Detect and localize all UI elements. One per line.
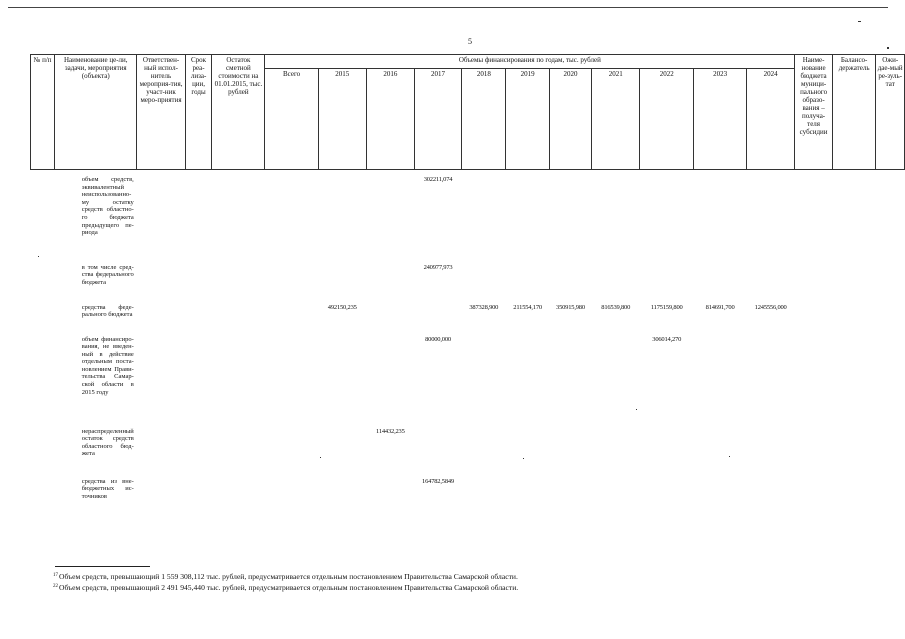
cell-name: в том числе сред-ства федерального бюджета [81, 263, 134, 286]
cell-value [549, 333, 591, 425]
cell-value [694, 475, 747, 515]
cell-value [265, 475, 318, 515]
cell-holder [832, 475, 875, 515]
cell-executor [137, 261, 186, 301]
cell-value [549, 475, 591, 515]
header-term: Срок реа-лиза-ции, годы [185, 55, 212, 170]
cell-result [876, 301, 905, 333]
cell-value: 164782,5849 [422, 477, 454, 485]
cell-value [549, 261, 591, 301]
table-row [31, 333, 905, 425]
header-budget-name: Наиме-нование бюджета муници-пального образо-вания – получа-теля субсидии [795, 55, 833, 170]
cell-value [366, 301, 414, 333]
header-remainder: Остаток сметной стоимости на 01.01.2015, тыс. рублей [212, 55, 265, 170]
cell-value: 240977,973 [423, 263, 453, 271]
cell-value [640, 261, 694, 301]
cell-term [185, 425, 212, 475]
cell-value [462, 425, 506, 475]
cell-value [318, 170, 366, 261]
cell-value [318, 475, 366, 515]
footnote-mark: 22 [53, 584, 58, 589]
table-body [31, 170, 905, 515]
cell-value [318, 333, 366, 425]
table-row [31, 170, 905, 261]
cell-value [640, 170, 694, 261]
cell-value [592, 475, 640, 515]
cell-name: объем финансиро-вания, не введен-ный в действие отдельным поста-новлением Прави-тельства Самар-ской области в 2015 году [81, 335, 134, 396]
cell-remainder [212, 261, 265, 301]
cell-value [694, 261, 747, 301]
cell-num [31, 475, 55, 515]
cell-budget-name [795, 170, 833, 261]
cell-value [549, 170, 591, 261]
cell-executor [137, 475, 186, 515]
cell-value [462, 261, 506, 301]
cell-value [747, 475, 795, 515]
cell-value [265, 170, 318, 261]
cell-result [876, 333, 905, 425]
cell-holder [832, 301, 875, 333]
cell-num [31, 333, 55, 425]
header-funding-group: Объемы финансирования по годам, тыс. рублей [265, 55, 795, 69]
cell-term [185, 261, 212, 301]
header-year: 2016 [366, 69, 414, 170]
cell-name: нераспределенный остаток средств областного бюд-жета [81, 427, 134, 458]
header-year: 2017 [414, 69, 461, 170]
cell-value [414, 425, 461, 475]
cell-num [31, 170, 55, 261]
header-year: 2015 [318, 69, 366, 170]
cell-executor [137, 425, 186, 475]
table-row [31, 425, 905, 475]
cell-budget-name [795, 333, 833, 425]
header-year: 2024 [747, 69, 795, 170]
cell-result [876, 425, 905, 475]
cell-value [318, 425, 366, 475]
footnote [53, 582, 518, 593]
cell-value [462, 170, 506, 261]
cell-name: средства из вне-бюджетных ис-точников [81, 477, 134, 500]
cell-value: 387328,900 [469, 303, 499, 311]
cell-value [640, 425, 694, 475]
cell-value: 1175159,800 [650, 303, 683, 311]
cell-value [265, 333, 318, 425]
cell-holder [832, 425, 875, 475]
footnotes [53, 571, 518, 593]
cell-budget-name [795, 261, 833, 301]
cell-name: средства феде-рального бюджета [81, 303, 134, 319]
cell-value [265, 301, 318, 333]
funding-table [30, 54, 905, 515]
cell-budget-name [795, 475, 833, 515]
cell-term [185, 301, 212, 333]
header-result: Ожи-дае-мый ре-зуль-тат [876, 55, 905, 170]
cell-value [462, 333, 506, 425]
footnote-text: Объем средств, превышающий 1 559 308,112 тыс. рублей, предусматривается отдельным постановлением Правительства Самарской области. [59, 572, 518, 581]
cell-value [694, 170, 747, 261]
cell-result [876, 170, 905, 261]
cell-term [185, 170, 212, 261]
cell-value [366, 170, 414, 261]
header-year: 2019 [506, 69, 549, 170]
cell-value: 1245556,000 [754, 303, 787, 311]
cell-value [747, 425, 795, 475]
cell-value [747, 261, 795, 301]
cell-executor [137, 170, 186, 261]
cell-value: 302211,074 [423, 176, 453, 183]
cell-num [31, 261, 55, 301]
cell-value [506, 425, 549, 475]
cell-value [747, 170, 795, 261]
cell-value [366, 475, 414, 515]
cell-remainder [212, 333, 265, 425]
table-row [31, 261, 905, 301]
cell-value [640, 475, 694, 515]
header-num: № п/п [31, 55, 55, 170]
cell-term [185, 475, 212, 515]
header-year: 2018 [462, 69, 506, 170]
footnote-text: Объем средств, превышающий 2 491 945,440 тыс. рублей, предусматривается отдельным постановлением Правительства Самарской области. [59, 583, 519, 592]
cell-value: 350915,980 [556, 303, 585, 311]
cell-term [185, 333, 212, 425]
cell-value [747, 333, 795, 425]
header-year: 2022 [640, 69, 694, 170]
top-rule [8, 7, 888, 8]
footnote [53, 571, 518, 582]
scan-speck [887, 47, 889, 49]
cell-value: 114432,235 [376, 427, 405, 435]
cell-value [414, 301, 461, 333]
cell-result [876, 475, 905, 515]
cell-value [506, 333, 549, 425]
cell-value [462, 475, 506, 515]
cell-remainder [212, 170, 265, 261]
cell-num [31, 425, 55, 475]
cell-value [366, 333, 414, 425]
cell-value [592, 333, 640, 425]
cell-value [592, 170, 640, 261]
cell-remainder [212, 475, 265, 515]
cell-holder [832, 261, 875, 301]
cell-budget-name [795, 301, 833, 333]
cell-value [506, 170, 549, 261]
cell-value: 492150,235 [327, 303, 357, 311]
cell-value [318, 261, 366, 301]
cell-holder [832, 333, 875, 425]
cell-num [31, 301, 55, 333]
cell-result [876, 261, 905, 301]
cell-value [592, 261, 640, 301]
page-number: 5 [468, 37, 472, 46]
cell-value [366, 261, 414, 301]
cell-remainder [212, 425, 265, 475]
header-year: Всего [265, 69, 318, 170]
table-row [31, 301, 905, 333]
table-row [31, 475, 905, 515]
cell-value [549, 425, 591, 475]
cell-value [694, 425, 747, 475]
cell-value: 306014,270 [652, 335, 682, 343]
cell-value [506, 261, 549, 301]
cell-value [265, 261, 318, 301]
header-holder: Балансо-держатель [832, 55, 875, 170]
cell-remainder [212, 301, 265, 333]
cell-value: 816539,800 [601, 303, 631, 311]
cell-budget-name [795, 425, 833, 475]
cell-value: 814691,700 [705, 303, 735, 311]
cell-value [506, 475, 549, 515]
cell-value [694, 333, 747, 425]
cell-value [265, 425, 318, 475]
header-year: 2023 [694, 69, 747, 170]
cell-holder [832, 170, 875, 261]
cell-value: 80000,000 [425, 335, 451, 343]
header-year: 2020 [549, 69, 591, 170]
cell-value [592, 425, 640, 475]
cell-value: 211554,170 [513, 303, 542, 311]
cell-name: объем средств, эквивалентный неиспользованно-му остатку средств областно-го бюджета предыдущего пе-риода [81, 176, 134, 237]
cell-executor [137, 333, 186, 425]
cell-executor [137, 301, 186, 333]
header-executor: Ответствен-ный испол-нитель мероприя-тия, участ-ник меро-приятия [137, 55, 186, 170]
footnote-rule [55, 566, 150, 567]
footnote-mark: 17 [53, 573, 58, 578]
header-year: 2021 [592, 69, 640, 170]
header-name: Наименование це-ли, задачи, мероприятия (объекта) [55, 55, 137, 170]
scan-speck [858, 21, 861, 22]
